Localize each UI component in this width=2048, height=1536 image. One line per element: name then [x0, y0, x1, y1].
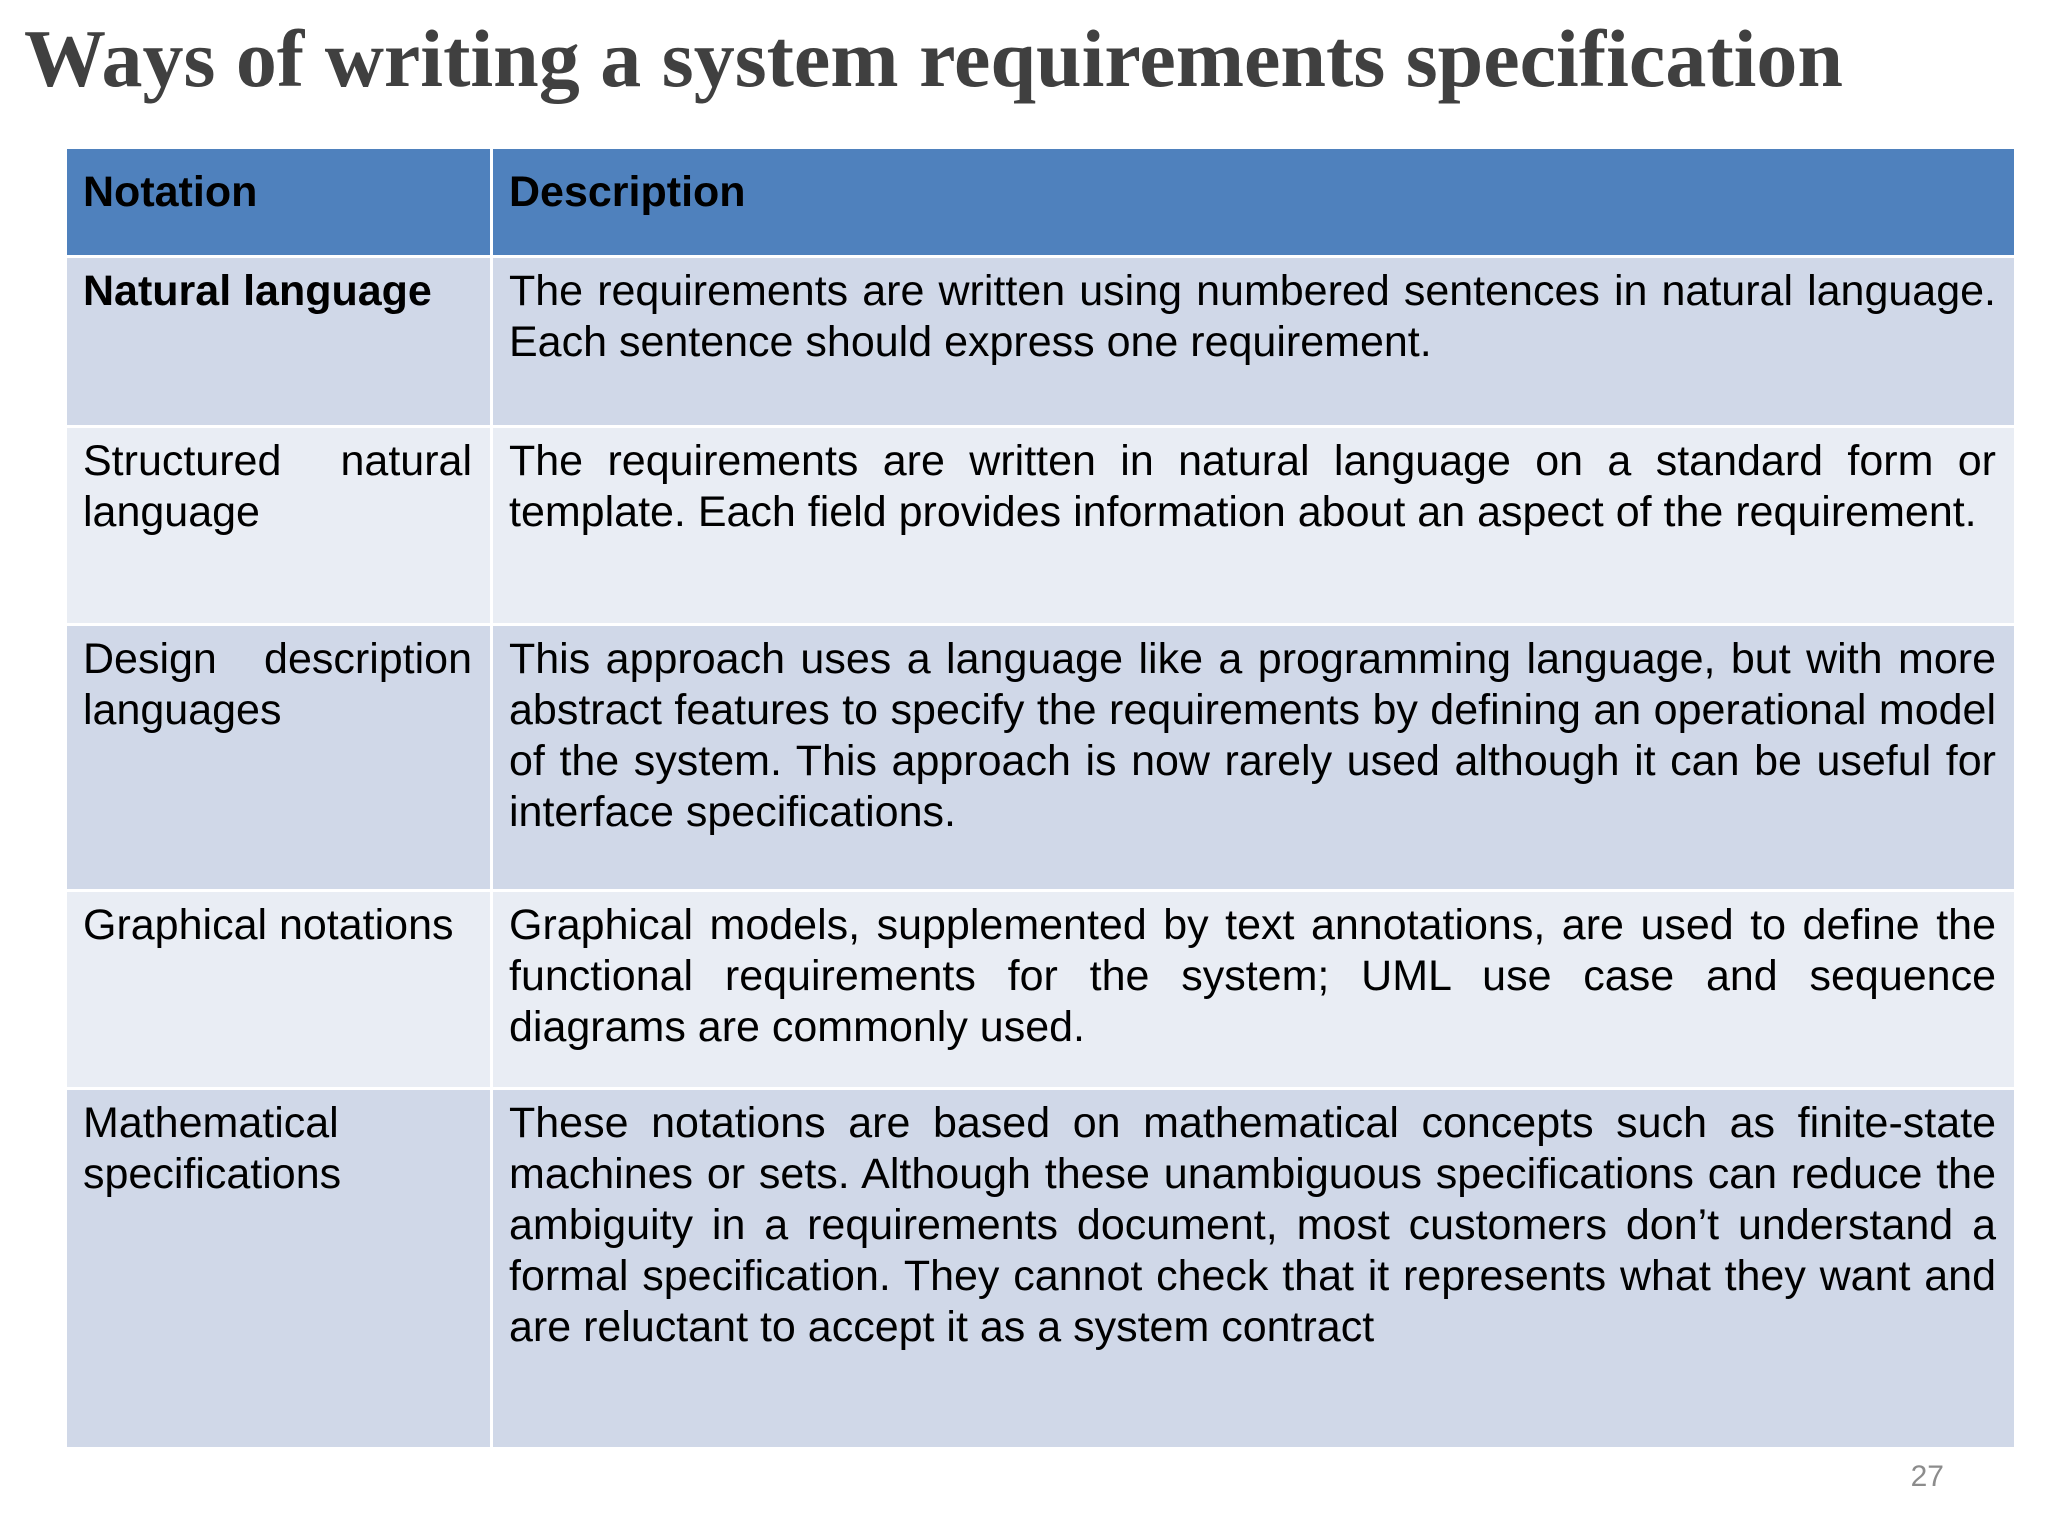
row-notation: Structured natural language — [66, 427, 492, 625]
header-description: Description — [492, 148, 2016, 257]
table-row — [66, 891, 2016, 1089]
table-row — [66, 1089, 2016, 1449]
row-notation: Design description languages — [66, 625, 492, 891]
table-row — [66, 625, 2016, 891]
row-description: The requirements are written using numbered sentences in natural language. Each sentence should express one requirement. — [492, 257, 2016, 427]
table-row — [66, 257, 2016, 427]
notation-table — [64, 146, 2017, 1450]
row-description: Graphical models, supplemented by text annotations, are used to define the functional requirements for the system; UML use case and sequence diagrams are commonly used. — [492, 891, 2016, 1089]
row-description: This approach uses a language like a programming language, but with more abstract features to specify the requirements by defining an operational model of the system. This approach is now rarely used although it can be useful for interface specifications. — [492, 625, 2016, 891]
row-notation: Natural language — [66, 257, 492, 427]
slide-title: Ways of writing a system requirements specification — [24, 13, 1844, 104]
table-row — [66, 427, 2016, 625]
row-description: The requirements are written in natural language on a standard form or template. Each field provides information about an aspect of the requirement. — [492, 427, 2016, 625]
row-notation: Mathematical specifications — [66, 1089, 492, 1449]
table-header-row — [66, 148, 2016, 257]
header-notation: Notation — [66, 148, 492, 257]
row-notation: Graphical notations — [66, 891, 492, 1089]
page-number: 27 — [1910, 1460, 1944, 1493]
row-description: These notations are based on mathematical concepts such as finite-state machines or sets. Although these unambiguous specifications can reduce the ambiguity in a requirements document, most customers don’t understand a formal specification. They cannot check that it represents what they want and are reluctant to accept it as a system contract — [492, 1089, 2016, 1449]
